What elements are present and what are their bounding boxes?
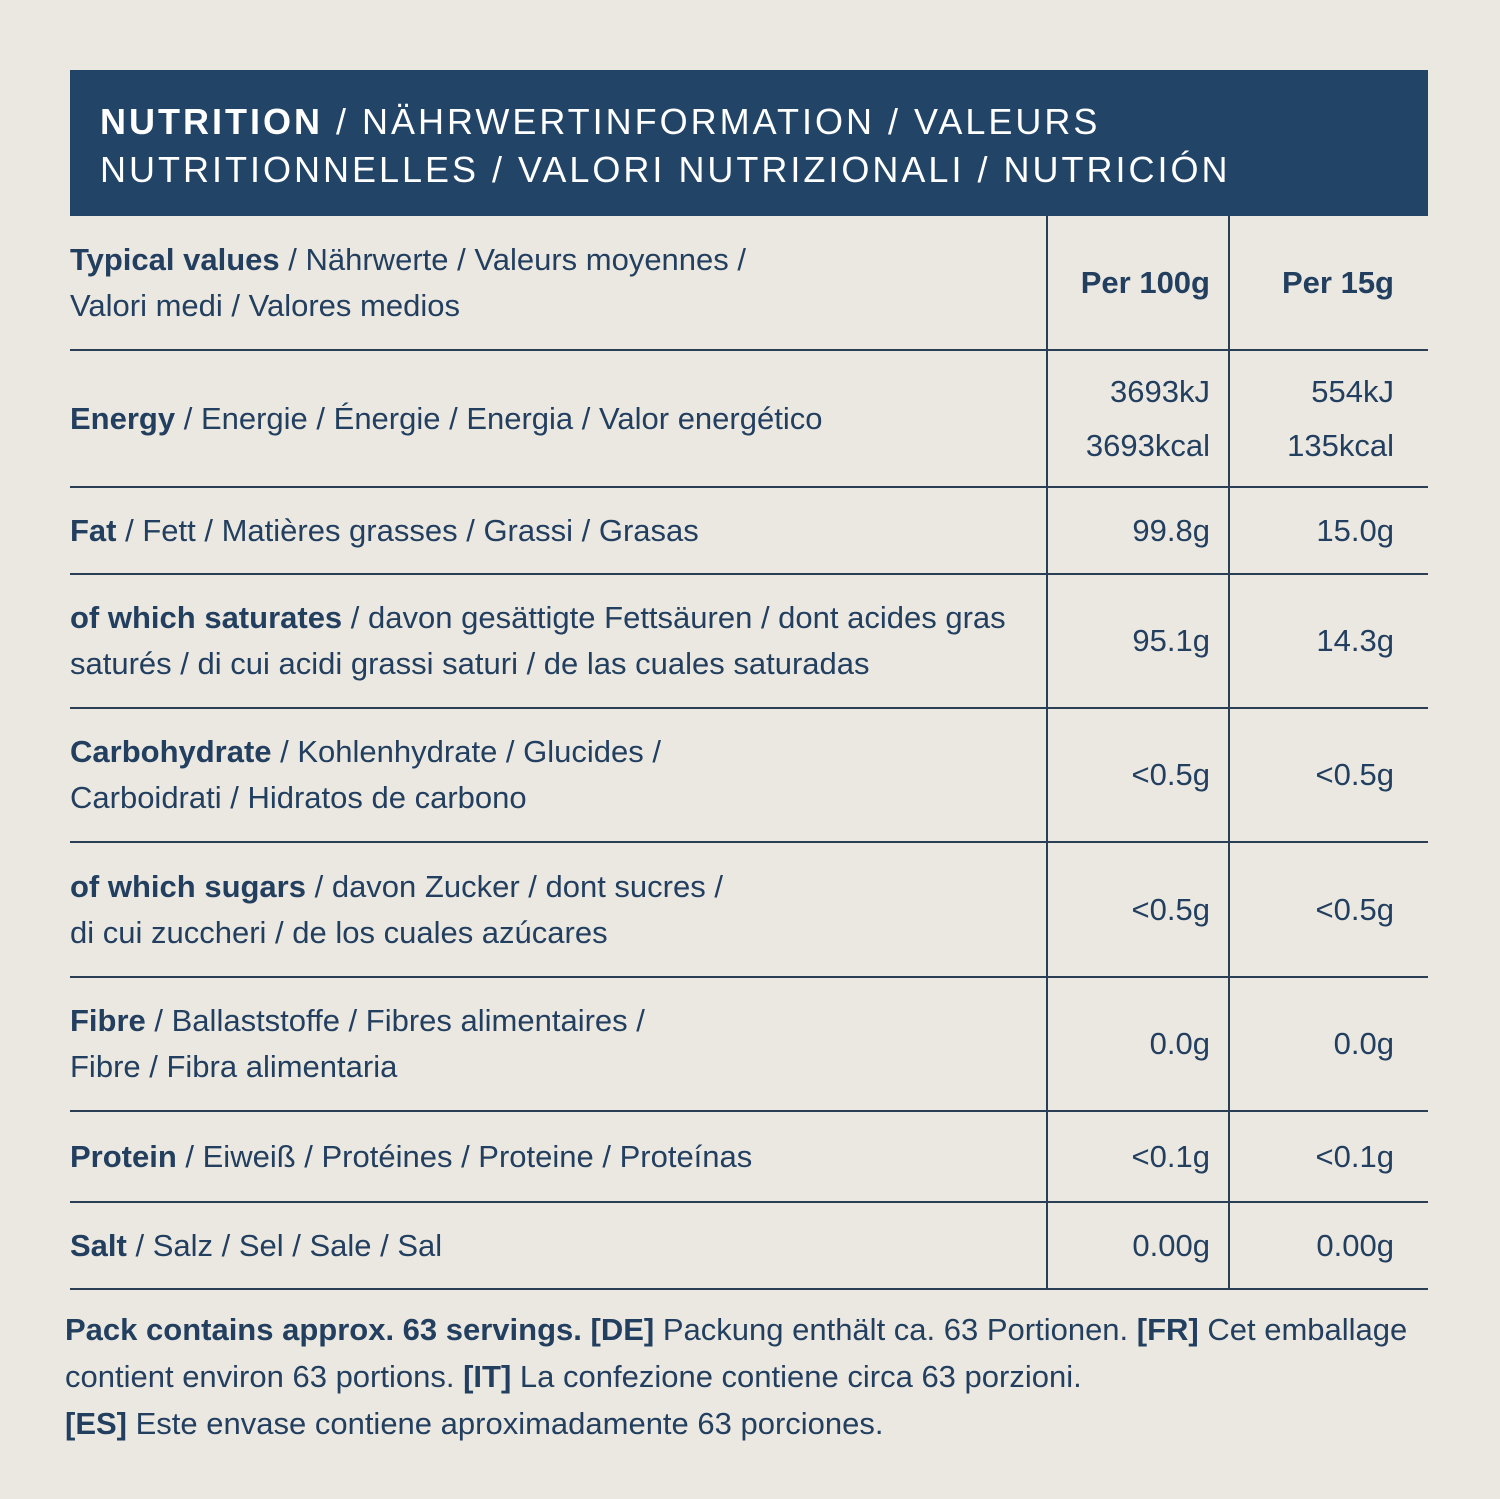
header-label	[70, 237, 746, 329]
table-row-carbohydrate	[70, 709, 1428, 843]
fibre-label-bold: Fibre	[70, 1003, 146, 1038]
sugars-per-100g	[1046, 843, 1228, 976]
fat-label	[70, 508, 699, 554]
carbohydrate-label-bold: Carbohydrate	[70, 734, 272, 769]
header-title-rest: / NÄHRWERTINFORMATION / VALEURS	[322, 101, 1101, 142]
fat-label-rest: / Fett / Matières grasses / Grassi / Grasas	[116, 512, 699, 548]
servings-note	[65, 1306, 1445, 1447]
saturates-label-cell	[70, 575, 1046, 707]
energy-label	[70, 396, 822, 442]
saturates-per-15g-value: 14.3g	[1316, 623, 1394, 658]
header-label-rest-2: Valori medi / Valores medios	[70, 287, 460, 323]
fat-per-100g-value: 99.8g	[1132, 512, 1210, 548]
fibre-per-100g	[1046, 978, 1228, 1110]
sugars-label	[70, 864, 723, 956]
sugars-per-15g	[1228, 843, 1428, 976]
fat-label-cell	[70, 488, 1046, 573]
protein-label-cell	[70, 1112, 1046, 1201]
col-header-per-15g	[1228, 216, 1428, 349]
saturates-label-rest-2: saturés / di cui acidi grassi saturi / de las cuales saturadas	[70, 646, 870, 681]
fibre-label-cell	[70, 978, 1046, 1110]
energy-per-15g-kcal: 135kcal	[1287, 427, 1394, 463]
energy-per-100g-kj: 3693kJ	[1110, 373, 1210, 409]
fibre-per-100g-value: 0.0g	[1149, 1026, 1210, 1061]
sugars-label-bold: of which sugars	[70, 868, 306, 904]
carbohydrate-per-100g-value: <0.5g	[1131, 757, 1210, 792]
servings-note-it: La confezione contiene circa 63 porzioni.	[511, 1359, 1082, 1394]
salt-label-bold: Salt	[70, 1227, 127, 1263]
salt-per-100g-value: 0.00g	[1132, 1227, 1210, 1263]
protein-per-15g	[1228, 1112, 1428, 1201]
energy-label-cell	[70, 351, 1046, 486]
sugars-label-cell	[70, 843, 1046, 976]
servings-tag-it: [IT]	[463, 1359, 512, 1394]
carbohydrate-label-rest-2: Carboidrati / Hidratos de carbono	[70, 780, 527, 815]
header-title-bold: NUTRITION	[100, 101, 323, 142]
servings-note-fr: Cet emballage contient environ 63 portions.	[65, 1312, 1408, 1394]
salt-label-rest: / Salz / Sel / Sale / Sal	[126, 1227, 443, 1263]
servings-note-de: Packung enthält ca. 63 Portionen.	[654, 1312, 1137, 1347]
header-label-bold: Typical values	[70, 241, 280, 277]
salt-label	[70, 1223, 442, 1269]
table-header-row	[70, 216, 1428, 351]
protein-label-bold: Protein	[70, 1138, 177, 1174]
fat-per-100g	[1046, 488, 1228, 573]
servings-tag-es: [ES]	[65, 1406, 127, 1441]
col-header-per-100g	[1046, 216, 1228, 349]
protein-label-rest: / Eiweiß / Protéines / Proteine / Proteínas	[176, 1138, 753, 1174]
protein-label	[70, 1134, 752, 1180]
carbohydrate-per-15g	[1228, 709, 1428, 841]
salt-per-15g	[1228, 1203, 1428, 1288]
sugars-per-100g-value: <0.5g	[1131, 891, 1210, 927]
energy-label-rest: / Energie / Énergie / Energia / Valor energético	[175, 400, 823, 436]
servings-note-en: Pack contains approx. 63 servings.	[65, 1312, 582, 1347]
carbohydrate-per-100g	[1046, 709, 1228, 841]
saturates-per-100g	[1046, 575, 1228, 707]
energy-per-15g-kj: 554kJ	[1311, 373, 1394, 409]
carbohydrate-label	[70, 729, 661, 821]
saturates-per-100g-value: 95.1g	[1132, 623, 1210, 658]
salt-per-100g	[1046, 1203, 1228, 1288]
servings-tag-fr: [FR]	[1136, 1312, 1199, 1347]
carbohydrate-label-rest-1: / Kohlenhydrate / Glucides /	[271, 734, 661, 769]
fibre-label	[70, 998, 645, 1090]
table-row-fat	[70, 488, 1428, 575]
nutrition-table	[70, 216, 1428, 1290]
servings-note-es: Este envase contiene aproximadamente 63 porciones.	[127, 1406, 884, 1441]
energy-per-15g	[1228, 351, 1428, 486]
sugars-per-15g-value: <0.5g	[1315, 891, 1394, 927]
fat-per-15g-value: 15.0g	[1316, 512, 1394, 548]
table-row-sugars	[70, 843, 1428, 978]
sugars-label-rest-2: di cui zuccheri / de los cuales azúcares	[70, 914, 608, 950]
protein-per-100g-value: <0.1g	[1131, 1138, 1210, 1174]
col-header-per-15g-text: Per 15g	[1281, 264, 1394, 300]
fibre-per-15g	[1228, 978, 1428, 1110]
saturates-label-bold: of which saturates	[70, 600, 343, 635]
sugars-label-rest-1: / davon Zucker / dont sucres /	[305, 868, 723, 904]
salt-label-cell	[70, 1203, 1046, 1288]
fibre-per-15g-value: 0.0g	[1333, 1026, 1394, 1061]
nutrition-header	[70, 70, 1428, 216]
protein-per-15g-value: <0.1g	[1315, 1138, 1394, 1174]
fat-per-15g	[1228, 488, 1428, 573]
fat-label-bold: Fat	[70, 512, 117, 548]
fibre-label-rest-1: / Ballaststoffe / Fibres alimentaires /	[145, 1003, 645, 1038]
table-row-fibre	[70, 978, 1428, 1112]
energy-per-100g-kcal: 3693kcal	[1085, 427, 1210, 463]
carbohydrate-label-cell	[70, 709, 1046, 841]
header-title-line1	[100, 98, 1398, 146]
table-row-protein	[70, 1112, 1428, 1203]
header-label-cell	[70, 216, 1046, 349]
fibre-label-rest-2: Fibre / Fibra alimentaria	[70, 1049, 398, 1084]
carbohydrate-per-15g-value: <0.5g	[1315, 757, 1394, 792]
protein-per-100g	[1046, 1112, 1228, 1201]
saturates-per-15g	[1228, 575, 1428, 707]
col-header-per-100g-text: Per 100g	[1080, 264, 1210, 300]
energy-label-bold: Energy	[70, 400, 176, 436]
header-title-line2: NUTRITIONNELLES / VALORI NUTRIZIONALI / NUTRICIÓN	[100, 149, 1231, 190]
servings-tag-de: [DE]	[590, 1312, 655, 1347]
table-row-salt	[70, 1203, 1428, 1290]
salt-per-15g-value: 0.00g	[1316, 1227, 1394, 1263]
table-row-energy	[70, 351, 1428, 488]
header-label-rest-1: / Nährwerte / Valeurs moyennes /	[279, 241, 747, 277]
energy-per-100g	[1046, 351, 1228, 486]
table-row-saturates	[70, 575, 1428, 709]
saturates-label	[70, 595, 1006, 687]
saturates-label-rest-1: / davon gesättigte Fettsäuren / dont acides gras	[342, 600, 1006, 635]
